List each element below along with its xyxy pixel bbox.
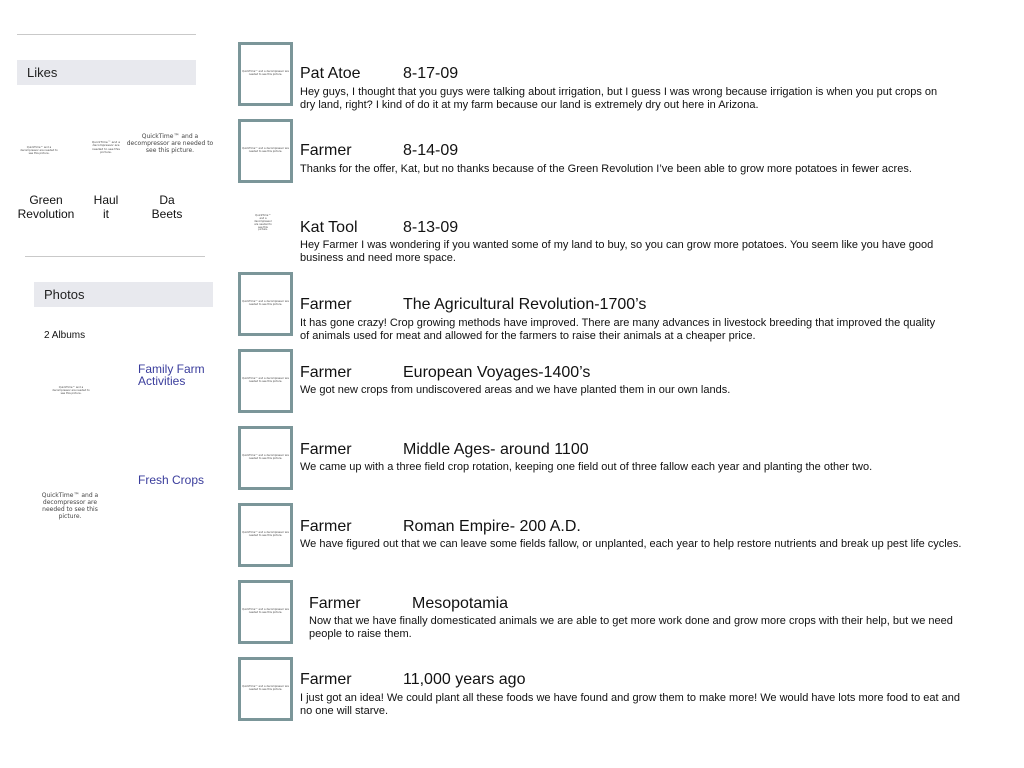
- post-text: Now that we have finally domesticated animals we are able to get more work done and grow more crops with their help, but we need people to raise them.: [309, 615, 953, 640]
- post-date: Middle Ages- around 1100: [403, 441, 589, 458]
- post-text: Hey Farmer I was wondering if you wanted some of my land to buy, so you can grow more potatoes. You seem like you have good business and need more space.: [300, 239, 934, 264]
- post-author[interactable]: Farmer: [300, 364, 352, 381]
- post-avatar[interactable]: [238, 119, 293, 183]
- post-text: I just got an idea! We could plant all these foods we have found and grow them to make more! We would have lots more food to eat and no one will starve.: [300, 692, 960, 717]
- quicktime-placeholder-icon: QuickTime™ and a decompressor are needed to see this picture.: [242, 531, 289, 537]
- quicktime-placeholder-icon: QuickTime™ and a decompressor are needed to see this picture.: [242, 377, 289, 383]
- post-text: We got new crops from undiscovered areas and we have planted them in our own lands.: [300, 384, 731, 396]
- sidebar-divider-top: [17, 34, 196, 35]
- post-avatar[interactable]: [238, 42, 293, 106]
- post-author[interactable]: Farmer: [300, 671, 352, 688]
- album-link-fresh-crops[interactable]: Fresh Crops: [138, 473, 205, 487]
- like-label-green-revolution[interactable]: Green Revolution: [17, 193, 75, 221]
- post-author[interactable]: Farmer: [300, 441, 352, 458]
- post-author[interactable]: Farmer: [309, 595, 361, 612]
- post-author[interactable]: Farmer: [300, 142, 352, 159]
- post-avatar[interactable]: [238, 426, 293, 490]
- like-label-haul-it[interactable]: Haul it: [93, 193, 119, 221]
- post-avatar-placeholder[interactable]: QuickTime™ and a decompressor are needed to see this picture.: [254, 214, 272, 232]
- quicktime-placeholder-icon: QuickTime™ and a decompressor are needed to see this picture.: [242, 147, 289, 153]
- post-date: 8-13-09: [403, 219, 459, 236]
- post-avatar[interactable]: [238, 503, 293, 567]
- post-text: Thanks for the offer, Kat, but no thanks because of the Green Revolution I’ve been able to grow more potatoes in fewer acres.: [300, 163, 912, 175]
- like-thumbnail-haul-it[interactable]: QuickTime™ and a decompressor are needed to see this picture.: [91, 140, 121, 155]
- post-author[interactable]: Kat Tool: [300, 219, 358, 236]
- post-header: [300, 364, 590, 382]
- post-date: Mesopotamia: [412, 595, 509, 612]
- post-header: [300, 296, 646, 314]
- photos-header: Photos: [34, 282, 213, 307]
- quicktime-placeholder-icon: QuickTime™ and a decompressor are needed to see this picture.: [242, 70, 289, 76]
- post-date: 11,000 years ago: [403, 671, 526, 688]
- likes-header: Likes: [17, 60, 196, 85]
- post-text: We came up with a three field crop rotation, keeping one field out of three fallow each year and planting the other two.: [300, 461, 873, 473]
- post-avatar[interactable]: [238, 272, 293, 336]
- album-thumbnail-family-farm-activities[interactable]: QuickTime™ and a decompressor are needed to see this picture.: [52, 386, 90, 395]
- quicktime-placeholder-icon: QuickTime™ and a decompressor are needed to see this picture.: [242, 454, 289, 460]
- post-text: Hey guys, I thought that you guys were talking about irrigation, but I guess I was wrong because irrigation is when you put crops on dry land, right? I kind of do it at my farm because our land is extremely dry out here in Arizona.: [300, 86, 938, 111]
- post-author[interactable]: Pat Atoe: [300, 65, 361, 82]
- like-label-da-beets[interactable]: Da Beets: [151, 193, 183, 221]
- post-header: [300, 518, 581, 536]
- post-text: We have figured out that we can leave some fields fallow, or unplanted, each year to help restore nutrients and break up pest life cycles.: [300, 538, 962, 550]
- post-date: European Voyages-1400’s: [403, 364, 591, 381]
- post-header: [309, 595, 508, 613]
- quicktime-placeholder-icon: QuickTime™ and a decompressor are needed to see this picture.: [242, 608, 289, 614]
- post-date: 8-17-09: [403, 65, 459, 82]
- post-avatar[interactable]: [238, 580, 293, 644]
- sidebar-divider-middle: [25, 256, 205, 257]
- post-avatar[interactable]: [238, 349, 293, 413]
- post-header: [300, 671, 525, 689]
- quicktime-placeholder-icon: QuickTime™ and a decompressor are needed to see this picture.: [242, 685, 289, 691]
- post-avatar[interactable]: [238, 657, 293, 721]
- albums-count: 2 Albums: [44, 330, 86, 341]
- post-date: 8-14-09: [403, 142, 459, 159]
- album-link-family-farm-activities[interactable]: Family Farm Activities: [138, 362, 205, 388]
- post-header: [300, 219, 458, 237]
- like-thumbnail-green-revolution[interactable]: QuickTime™ and a decompressor are needed to see this picture.: [20, 146, 58, 155]
- post-author[interactable]: Farmer: [300, 296, 352, 313]
- post-text: It has gone crazy! Crop growing methods have improved. There are many advances in livestock breeding that improved the quality of animals used for meat and allowed for the farmers to raise their animals at a cheaper price.: [300, 317, 936, 342]
- post-header: [300, 65, 458, 83]
- post-date: The Agricultural Revolution-1700’s: [403, 296, 647, 313]
- post-header: [300, 142, 458, 160]
- album-thumbnail-fresh-crops[interactable]: QuickTime™ and a decompressor are needed to see this picture.: [41, 492, 99, 520]
- post-header: [300, 441, 589, 459]
- quicktime-placeholder-icon: QuickTime™ and a decompressor are needed to see this picture.: [242, 300, 289, 306]
- post-date: Roman Empire- 200 A.D.: [403, 518, 581, 535]
- like-thumbnail-da-beets[interactable]: QuickTime™ and a decompressor are needed to see this picture.: [126, 133, 214, 154]
- post-author[interactable]: Farmer: [300, 518, 352, 535]
